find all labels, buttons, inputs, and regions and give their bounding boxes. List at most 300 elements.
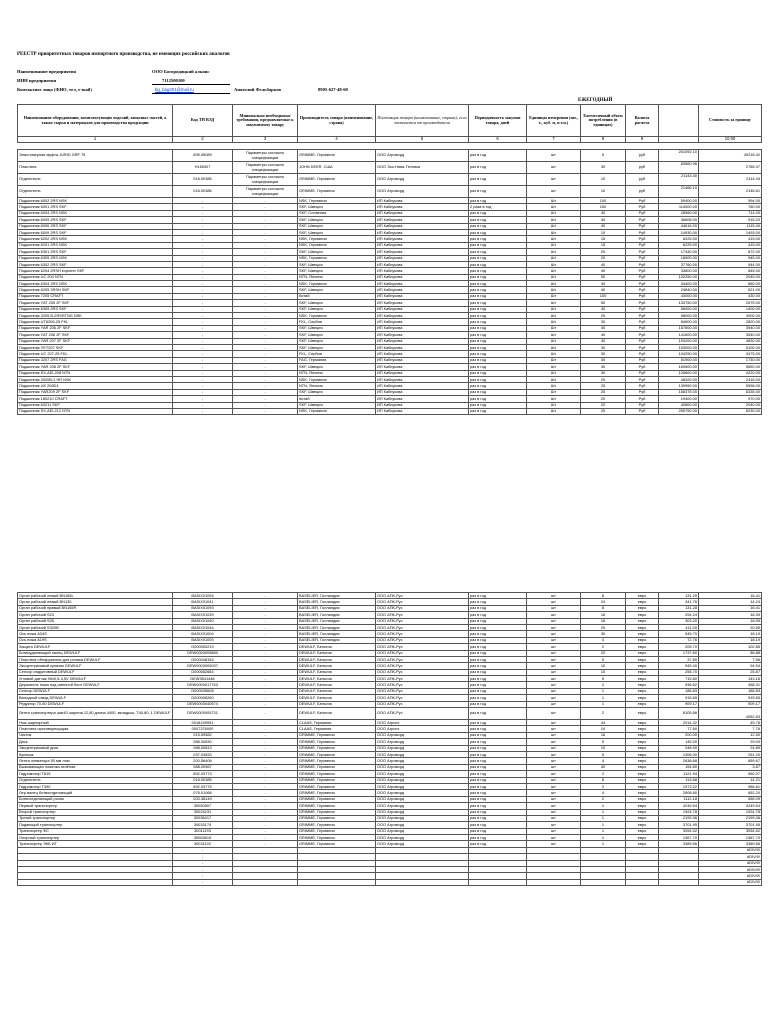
cell-manufacturer[interactable]: NSK, Германия [298,408,376,414]
cell-manufacturer[interactable]: SKF, Швеция [298,402,376,408]
cell-total[interactable]: 18900.00 [659,255,699,261]
cell-total[interactable]: 4249.54 [659,803,699,809]
cell-periodicity[interactable]: раз в год [469,612,527,618]
cell-code[interactable]: 018.00385 [173,777,233,783]
cell-requirements[interactable]: - [233,605,298,611]
cell-supplier[interactable]: ООО Агроворд [376,835,469,841]
cell-code[interactable]: 30031102 [173,841,233,847]
cell-manufacturer[interactable]: SKF, Швеция [298,217,376,223]
cell-volume[interactable]: 30 [581,364,626,370]
cell-periodicity[interactable]: раз в год [469,701,527,707]
cell-supplier[interactable]: ИП Каблукова [376,274,469,280]
cell-requirements[interactable]: - [233,242,298,248]
cell-periodicity[interactable]: раз в год [469,242,527,248]
cell-currency[interactable]: евро [626,682,659,688]
cell-volume[interactable]: 40 [581,338,626,344]
cell-name[interactable]: Подшипник 3207 2RS FAG [18,357,173,363]
cell-periodicity[interactable]: раз в год [469,777,527,783]
cell-periodicity[interactable]: раз в год [469,720,527,726]
cell-code[interactable]: BASIX01005 [173,637,233,643]
cell-unit[interactable]: шт [527,650,581,656]
cell-code[interactable]: - [173,357,233,363]
cell-manufacturer[interactable]: SKF, Швеция [298,364,376,370]
cell-volume[interactable]: 40 [581,306,626,312]
cell-name[interactable]: Подшипник 7205 CRAFT [18,293,173,299]
cell-unit[interactable]: Шт [527,281,581,287]
cell-unit-price[interactable]: #DIV/0! [699,854,762,860]
cell-currency[interactable]: Руб [626,281,659,287]
cell-name[interactable]: Подшипник SX-AEL212 NTN [18,408,173,414]
cell-unit-price[interactable]: 1924.78 [699,809,762,815]
cell-volume[interactable]: 40 [581,332,626,338]
cell-requirements[interactable]: Параметры согласно спецификации [233,150,298,162]
cell-total[interactable]: 36608.00 [659,217,699,223]
cell-unit-price[interactable]: 430.00 [699,293,762,299]
cell-periodicity[interactable]: раз в год [469,229,527,235]
cell-unit-price[interactable]: 186.83 [699,688,762,694]
cell-unit-price[interactable]: 2040.00 [699,402,762,408]
cell-currency[interactable]: Руб [626,383,659,389]
cell-unit[interactable]: Шт [527,408,581,414]
cell-periodicity[interactable]: раз в год [469,376,527,382]
cell-periodicity[interactable]: раз в год [469,618,527,624]
cell-requirements[interactable]: - [233,396,298,402]
cell-currency[interactable]: Руб [626,338,659,344]
cell-periodicity[interactable]: раз в год [469,758,527,764]
cell-code[interactable]: - [173,204,233,210]
cell-unit[interactable]: шт [527,682,581,688]
cell-supplier[interactable]: ООО Агриот [376,720,469,726]
cell-unit[interactable]: шт [527,644,581,650]
cell-unit[interactable]: шт [527,771,581,777]
cell-manufacturer[interactable]: NSK, Германия [298,242,376,248]
cell-supplier[interactable]: ООО АПК-Рус [376,688,469,694]
cell-name[interactable]: Подшипник 3020B-2 HR NSK [18,376,173,382]
cell-unit[interactable]: Шт [527,255,581,261]
cell-requirements[interactable]: - [233,815,298,821]
cell-volume[interactable]: 1 [581,841,626,847]
cell-total[interactable]: 104250.00 [659,351,699,357]
cell-name[interactable]: Ботвоотделяющий ролик [18,796,173,802]
cell-total[interactable]: 131.29 [659,593,699,599]
cell-requirements[interactable]: - [233,274,298,280]
cell-manufacturer[interactable]: DEWULF, Бельгия [298,695,376,701]
cell-volume[interactable]: 5 [581,150,626,162]
cell-periodicity[interactable]: раз в год [469,268,527,274]
cell-currency[interactable]: Руб [626,300,659,306]
cell-name[interactable]: Гидромотор T390 [18,783,173,789]
cell-code[interactable]: - [173,860,233,866]
cell-code[interactable]: D000050219 [173,644,233,650]
cell-unit-price[interactable]: 714.00 [699,210,762,216]
cell-total[interactable]: 19400.00 [659,396,699,402]
cell-requirements[interactable]: - [233,217,298,223]
cell-name[interactable]: Подшипник 6001 2RS SKF [18,204,173,210]
cell-requirements[interactable]: - [233,325,298,331]
cell-unit-price[interactable]: 14.24 [699,599,762,605]
cell-periodicity[interactable]: раз в год [469,803,527,809]
cell-volume[interactable]: 16 [581,612,626,618]
cell-requirements[interactable]: - [233,389,298,395]
cell-periodicity[interactable]: раз в год [469,841,527,847]
cell-unit-price[interactable]: 659.67 [699,758,762,764]
cell-total[interactable]: 1924.78 [659,809,699,815]
cell-requirements[interactable]: - [233,402,298,408]
cell-supplier[interactable]: ИП Каблукова [376,198,469,204]
cell-name[interactable]: Пластина обнаружения для ролика DEWULF [18,656,173,662]
cell-unit[interactable]: шт [527,758,581,764]
cell-volume[interactable]: 40 [581,223,626,229]
cell-volume[interactable] [581,879,626,885]
cell-code[interactable]: 30011193 [173,828,233,834]
cell-unit-price[interactable]: 4052.83 [699,708,762,720]
cell-name[interactable]: Вызывающая ложечка зелёная [18,764,173,770]
cell-manufacturer[interactable]: GRIMME, Германия [298,739,376,745]
cell-name[interactable]: Подшипник 6202 2RS NSK [18,236,173,242]
cell-unit-price[interactable]: 5650.00 [699,364,762,370]
cell-currency[interactable] [626,879,659,885]
cell-periodicity[interactable]: раз в год [469,281,527,287]
cell-volume[interactable]: 8 [581,777,626,783]
cell-volume[interactable]: 100 [581,198,626,204]
cell-unit-price[interactable]: #DIV/0! [699,860,762,866]
cell-currency[interactable]: евро [626,841,659,847]
cell-requirements[interactable]: - [233,708,298,720]
cell-periodicity[interactable]: раз в год [469,150,527,162]
cell-unit-price[interactable]: 4830.00 [699,338,762,344]
cell-volume[interactable]: 20 [581,402,626,408]
cell-periodicity[interactable]: раз в год [469,624,527,630]
cell-supplier[interactable]: ООО Агроворд [376,174,469,186]
cell-volume[interactable]: 10 [581,669,626,675]
cell-code[interactable]: 076.01066 [173,790,233,796]
cell-volume[interactable]: 8 [581,593,626,599]
cell-code[interactable]: 200.38149 [173,796,233,802]
cell-supplier[interactable]: ООО Агриот [376,726,469,732]
cell-currency[interactable]: евро [626,732,659,738]
cell-unit-price[interactable]: #DIV/0! [699,879,762,885]
cell-total[interactable]: 21143.40 [659,174,699,186]
cell-name[interactable]: Подшипник YAR 208 2F SKF [18,364,173,370]
cell-name[interactable]: Подшипник 180210 CRAFT [18,396,173,402]
cell-unit[interactable]: шт [527,669,581,675]
cell-periodicity[interactable]: раз в год [469,389,527,395]
cell-supplier[interactable]: ООО АПК-Рус [376,682,469,688]
cell-total[interactable]: 59400.00 [659,198,699,204]
cell-requirements[interactable]: - [233,408,298,414]
cell-periodicity[interactable]: раз в год [469,599,527,605]
cell-requirements[interactable]: - [233,644,298,650]
cell-currency[interactable]: евро [626,593,659,599]
cell-manufacturer[interactable]: SKF, Швеция [298,389,376,395]
cell-currency[interactable]: Руб [626,306,659,312]
cell-unit[interactable]: шт [527,739,581,745]
cell-manufacturer[interactable]: BASELIER, Голландия [298,612,376,618]
cell-volume[interactable]: 2 [581,682,626,688]
cell-unit[interactable]: Шт [527,198,581,204]
cell-unit-price[interactable]: 102.85 [699,644,762,650]
cell-name[interactable]: Подшипник UC 207-25 FKL [18,351,173,357]
cell-unit-price[interactable]: 25.87 [699,669,762,675]
cell-total[interactable]: 303.20 [659,618,699,624]
cell-unit-price[interactable]: 945.00 [699,255,762,261]
cell-code[interactable]: 892.03775 [173,783,233,789]
cell-code[interactable]: 0007376000 [173,726,233,732]
cell-requirements[interactable]: - [233,777,298,783]
cell-volume[interactable]: 5 [581,656,626,662]
cell-currency[interactable]: евро [626,764,659,770]
cell-name[interactable]: Выходной отвод DEWULF [18,695,173,701]
cell-total[interactable]: 201092.10 [659,150,699,162]
cell-volume[interactable]: 2 [581,796,626,802]
cell-currency[interactable]: евро [626,726,659,732]
cell-name[interactable]: Подшипник YET207 SKF [18,344,173,350]
cell-unit[interactable]: Шт [527,338,581,344]
cell-requirements[interactable]: - [233,841,298,847]
cell-supplier[interactable]: ИП Каблукова [376,313,469,319]
cell-supplier[interactable]: ИП Каблукова [376,293,469,299]
cell-requirements[interactable]: - [233,828,298,834]
cell-code[interactable]: - [173,364,233,370]
cell-name[interactable]: Кулачок [18,751,173,757]
cell-code[interactable]: - [173,408,233,414]
cell-name[interactable]: Подшипник 6009 2RS SKF [18,229,173,235]
cell-periodicity[interactable]: раз в год [469,656,527,662]
cell-periodicity[interactable]: раз в год [469,357,527,363]
cell-volume[interactable]: 2 [581,771,626,777]
cell-periodicity[interactable]: раз в год [469,809,527,815]
cell-unit-price[interactable]: 143.16 [699,676,762,682]
cell-total[interactable]: 186.83 [659,688,699,694]
cell-periodicity[interactable]: раз в год [469,402,527,408]
cell-periodicity[interactable]: раз в год [469,688,527,694]
cell-supplier[interactable]: ИП Каблукова [376,217,469,223]
cell-name[interactable]: Подшипник 6002 2RS NSK [18,198,173,204]
cell-code[interactable]: - [173,236,233,242]
cell-periodicity[interactable]: раз в год [469,593,527,599]
cell-supplier[interactable]: ИП Каблукова [376,210,469,216]
cell-supplier[interactable] [376,879,469,885]
cell-total[interactable]: 1121.94 [659,771,699,777]
cell-periodicity[interactable]: раз в год [469,771,527,777]
cell-periodicity[interactable]: раз в год [469,783,527,789]
cell-name[interactable]: Подшипник 6305 2RS SKF [18,306,173,312]
cell-code[interactable]: - [173,281,233,287]
cell-unit[interactable]: шт [527,593,581,599]
cell-unit-price[interactable]: 415.00 [699,236,762,242]
cell-supplier[interactable]: ООО Агроворд [376,809,469,815]
cell-supplier[interactable]: ООО Агроворд [376,764,469,770]
cell-requirements[interactable]: - [233,268,298,274]
cell-manufacturer[interactable]: DEWULF, Бельгия [298,650,376,656]
cell-requirements[interactable]: - [233,669,298,675]
cell-manufacturer[interactable]: SKF, Швеция [298,344,376,350]
cell-unit[interactable]: Шт [527,229,581,235]
cell-manufacturer[interactable]: BASELIER, Голландия [298,593,376,599]
cell-unit[interactable]: шт [527,751,581,757]
cell-supplier[interactable]: ИП Каблукова [376,249,469,255]
cell-unit-price[interactable]: 29.00 [699,739,762,745]
cell-name[interactable]: Подшипник YAT 206 2F SKF [18,332,173,338]
cell-name[interactable]: Подшипник UK 208D1 [18,383,173,389]
cell-code[interactable]: BASIX01041 [173,599,233,605]
cell-volume[interactable]: 30 [581,357,626,363]
cell-requirements[interactable]: - [233,637,298,643]
cell-unit-price[interactable]: 415.00 [699,242,762,248]
cell-periodicity[interactable]: раз в год [469,186,527,198]
cell-supplier[interactable]: ООО АПК-Рус [376,637,469,643]
cell-manufacturer[interactable]: SKF, Швеция [298,223,376,229]
cell-supplier[interactable]: ИП Каблукова [376,332,469,338]
cell-volume[interactable]: 5 [581,751,626,757]
cell-unit[interactable]: шт [527,726,581,732]
cell-supplier[interactable]: ООО АПК-Рус [376,605,469,611]
cell-volume[interactable]: 15 [581,242,626,248]
cell-supplier[interactable]: ООО АПК-Рус [376,618,469,624]
cell-name[interactable]: Подшипник 6304 2RS NSK [18,281,173,287]
cell-volume[interactable]: 10 [581,726,626,732]
cell-currency[interactable]: евро [626,783,659,789]
cell-manufacturer[interactable]: GRIMME, Германия [298,758,376,764]
cell-currency[interactable]: руб [626,150,659,162]
cell-unit-price[interactable]: 3475.00 [699,351,762,357]
cell-currency[interactable]: руб [626,174,659,186]
cell-requirements[interactable]: - [233,701,298,707]
cell-supplier[interactable]: ООО Агроворд [376,777,469,783]
cell-manufacturer[interactable]: SKF, Швеция [298,268,376,274]
cell-supplier[interactable]: ООО АПК-Рус [376,676,469,682]
cell-unit-price[interactable]: 2114.34 [699,174,762,186]
cell-unit-price[interactable]: 14.21 [699,777,762,783]
cell-unit[interactable]: Шт [527,242,581,248]
cell-name[interactable]: Транспортер ЭКБ ИТ [18,841,173,847]
cell-volume[interactable]: 16 [581,618,626,624]
cell-unit-price[interactable]: 845.00 [699,268,762,274]
cell-currency[interactable]: евро [626,777,659,783]
cell-unit[interactable]: Шт [527,396,581,402]
cell-manufacturer[interactable]: BASELIER, Голландия [298,624,376,630]
cell-code[interactable]: 088.00567 [173,764,233,770]
cell-unit-price[interactable]: 45.78 [699,720,762,726]
cell-total[interactable]: 3389.56 [659,841,699,847]
cell-requirements[interactable]: - [233,726,298,732]
cell-requirements[interactable]: - [233,229,298,235]
cell-name[interactable]: Подшипник UT6206-25 FKL [18,319,173,325]
cell-unit[interactable]: Шт [527,332,581,338]
cell-unit[interactable]: Шт [527,223,581,229]
cell-periodicity[interactable]: раз в год [469,325,527,331]
cell-name[interactable]: Эластомерная муфта JURID GRF 75 [18,150,173,162]
cell-name[interactable]: Редуктор 70-50 DEWULF [18,701,173,707]
cell-manufacturer[interactable]: GRIMME, Германия [298,809,376,815]
cell-unit[interactable]: Шт [527,364,581,370]
cell-periodicity[interactable]: раз в год [469,249,527,255]
cell-unit-price[interactable]: 1115.40 [699,223,762,229]
cell-supplier[interactable]: ИП Каблукова [376,344,469,350]
cell-requirements[interactable]: - [233,287,298,293]
cell-supplier[interactable]: ИП Каблукова [376,255,469,261]
cell-currency[interactable]: евро [626,828,659,834]
cell-volume[interactable]: 10 [581,174,626,186]
cell-unit[interactable]: шт [527,796,581,802]
cell-periodicity[interactable]: 2 раза в год [469,204,527,210]
cell-requirements[interactable]: - [233,656,298,662]
cell-manufacturer[interactable]: NTN, Япония [298,274,376,280]
cell-volume[interactable]: 16 [581,732,626,738]
cell-supplier[interactable]: ООО Агроворд [376,828,469,834]
cell-unit[interactable]: шт [527,676,581,682]
cell-name[interactable]: Подшипник 6204 2RSH explorer SKF [18,268,173,274]
cell-currency[interactable]: Руб [626,376,659,382]
cell-code[interactable]: - [173,249,233,255]
cell-code[interactable]: 088.00830 [173,739,233,745]
cell-name[interactable]: Лер.валец ботвоотделяющий [18,790,173,796]
cell-unit[interactable]: шт [527,783,581,789]
cell-manufacturer[interactable]: NSK, Германия [298,376,376,382]
cell-requirements[interactable]: - [233,338,298,344]
cell-unit[interactable]: Шт [527,402,581,408]
cell-requirements[interactable]: - [233,249,298,255]
cell-name[interactable]: Подшипник 63211 SKF [18,402,173,408]
cell-unit[interactable] [527,879,581,885]
cell-periodicity[interactable]: раз в год [469,306,527,312]
cell-volume[interactable]: 4 [581,758,626,764]
cell-code[interactable]: - [173,332,233,338]
cell-requirements[interactable]: - [233,344,298,350]
cell-total[interactable]: 945.40 [659,663,699,669]
cell-manufacturer[interactable] [298,879,376,885]
cell-requirements[interactable]: - [233,796,298,802]
cell-currency[interactable]: евро [626,688,659,694]
cell-manufacturer[interactable]: GRIMME, Германия [298,732,376,738]
cell-code[interactable]: BASIX01039 [173,612,233,618]
cell-unit-price[interactable]: 1400.00 [699,306,762,312]
cell-total[interactable]: 258.70 [659,669,699,675]
cell-requirements[interactable]: - [233,758,298,764]
cell-supplier[interactable]: ООО АПК-Рус [376,624,469,630]
cell-currency[interactable]: евро [626,631,659,637]
cell-currency[interactable]: Руб [626,332,659,338]
cell-code[interactable]: - [173,313,233,319]
contact-email[interactable]: bg_bag401@mail.ru [155,87,194,92]
cell-volume[interactable]: 20 [581,313,626,319]
cell-code[interactable]: - [173,854,233,860]
cell-name[interactable]: Опорный транспортер [18,835,173,841]
cell-unit[interactable]: шт [527,695,581,701]
cell-supplier[interactable]: ООО Агроворд [376,815,469,821]
cell-periodicity[interactable]: раз в год [469,313,527,319]
cell-unit-price[interactable]: 1493.00 [699,229,762,235]
cell-code[interactable]: BASIX01004 [173,631,233,637]
cell-code[interactable]: BASIX01040 [173,618,233,624]
cell-currency[interactable]: Руб [626,396,659,402]
cell-name[interactable]: Эксцентриковый диск [18,745,173,751]
cell-name[interactable]: Диск [18,739,173,745]
cell-manufacturer[interactable]: GRIMME, Германия [298,783,376,789]
cell-unit-price[interactable]: 986.61 [699,783,762,789]
cell-manufacturer[interactable]: SKF, Швеция [298,204,376,210]
cell-unit[interactable]: Шт [527,313,581,319]
cell-code[interactable]: D000082684 [173,669,233,675]
cell-total[interactable]: 205.70 [659,644,699,650]
cell-code[interactable]: 30036417 [173,815,233,821]
cell-supplier[interactable]: ООО Агроворд [376,771,469,777]
cell-requirements[interactable]: - [233,383,298,389]
cell-periodicity[interactable]: раз в год [469,676,527,682]
cell-manufacturer[interactable]: NSK, Германия [298,313,376,319]
cell-total[interactable]: 411.00 [659,624,699,630]
cell-periodicity[interactable]: раз в год [469,745,527,751]
